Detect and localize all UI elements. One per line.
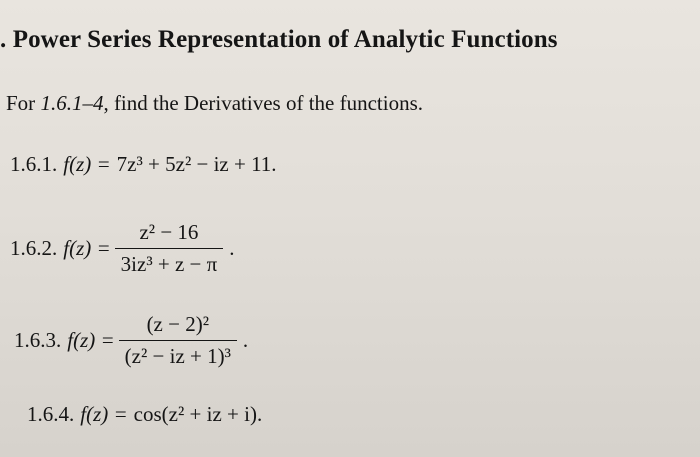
exercise-expression: 7z³ + 5z² − iz + 11. bbox=[116, 152, 277, 176]
fraction bbox=[115, 220, 224, 277]
exercise-lhs: f(z) = bbox=[67, 328, 115, 352]
instruction-text: For 1.6.1–4, find the Derivatives of the functions. bbox=[6, 91, 424, 115]
denominator: 3iz³ + z − π bbox=[115, 248, 224, 277]
period: . bbox=[242, 328, 249, 352]
section-title: . Power Series Representation of Analytic Functions bbox=[0, 26, 558, 53]
exercise-1-6-1 bbox=[10, 152, 277, 177]
exercise-1-6-2 bbox=[10, 220, 234, 277]
exercise-number: 1.6.4. bbox=[27, 402, 75, 426]
exercise-number: 1.6.1. bbox=[10, 152, 58, 176]
period: . bbox=[229, 236, 235, 260]
exercise-number: 1.6.2. bbox=[10, 236, 58, 260]
exercise-1-6-3 bbox=[14, 312, 248, 369]
numerator: z² − 16 bbox=[139, 220, 199, 244]
numerator: (z − 2)² bbox=[146, 312, 210, 336]
exercise-1-6-4 bbox=[27, 402, 262, 427]
exercise-lhs: f(z) = bbox=[63, 152, 111, 176]
fraction bbox=[119, 312, 237, 369]
exercise-number: 1.6.3. bbox=[14, 328, 62, 352]
exercise-lhs: f(z) = bbox=[63, 236, 111, 260]
exercise-range: 1.6.1–4 bbox=[40, 91, 104, 115]
denominator: (z² − iz + 1)³ bbox=[119, 340, 237, 369]
exercise-expression: cos(z² + iz + i). bbox=[133, 402, 263, 426]
exercise-lhs: f(z) = bbox=[80, 402, 128, 426]
